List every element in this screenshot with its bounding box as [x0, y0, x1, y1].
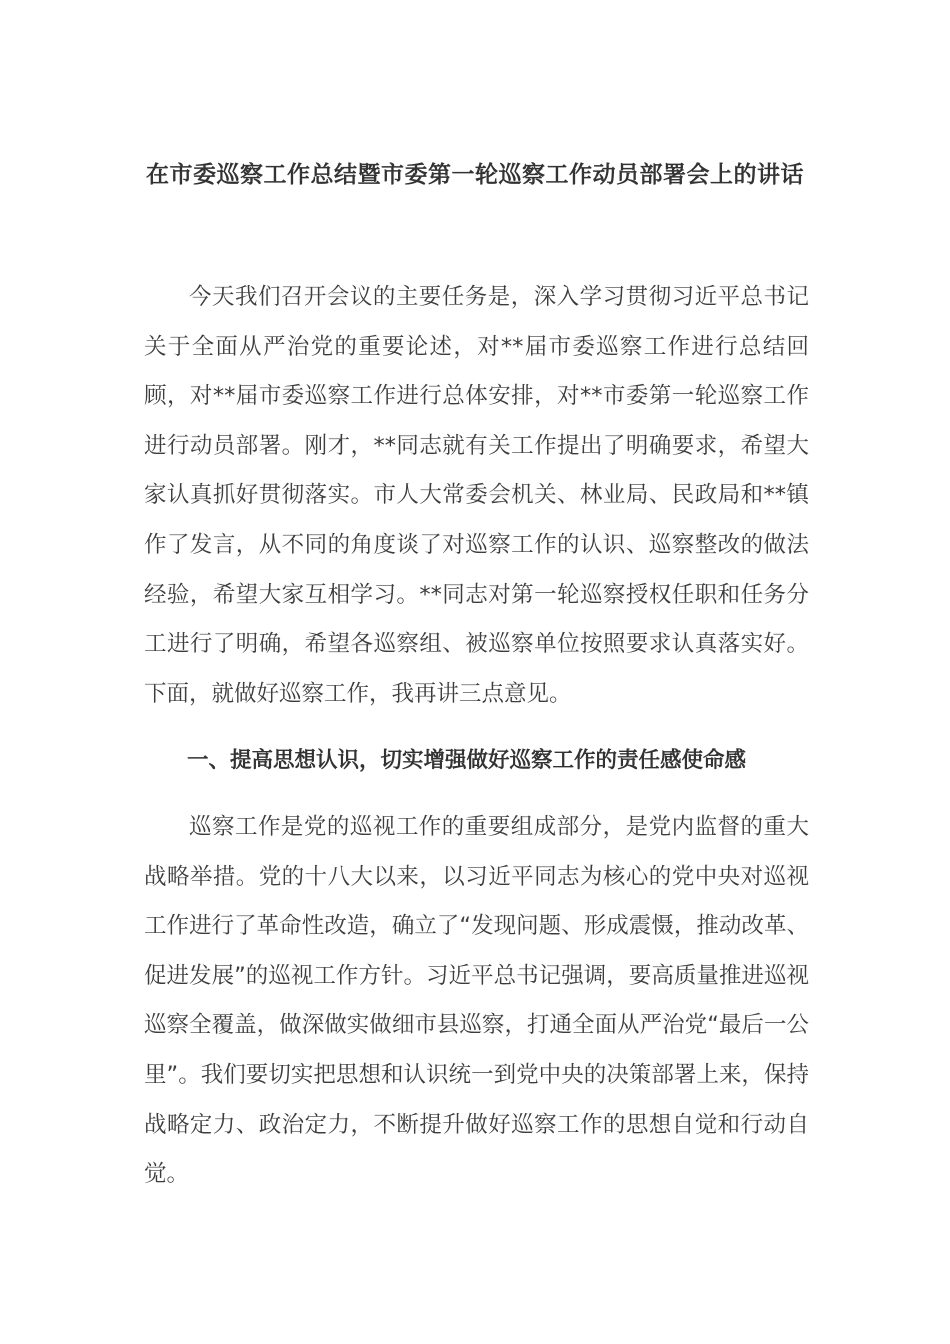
- document-title: 在市委巡察工作总结暨市委第一轮巡察工作动员部署会上的讲话: [146, 162, 804, 188]
- document-body: [144, 273, 809, 1200]
- body-paragraph-1: 今天我们召开会议的主要任务是，深入学习贯彻习近平总书记关于全面从严治党的重要论述，对**届市委巡察工作进行总结回顾，对**届市委巡察工作进行总体安排，对**市委第一轮巡察工作进行动员部署。刚才，**同志就有关工作提出了明确要求，希望大家认真抓好贯彻落实。市人大常委会机关、林业局、民政局和**镇作了发言，从不同的角度谈了对巡察工作的认识、巡察整改的做法经验，希望大家互相学习。**同志对第一轮巡察授权任职和任务分工进行了明确，希望各巡察组、被巡察单位按照要求认真落实好。下面，就做好巡察工作，我再讲三点意见。: [144, 284, 809, 707]
- body-paragraph-2: 巡察工作是党的巡视工作的重要组成部分，是党内监督的重大战略举措。党的十八大以来，以习近平同志为核心的党中央对巡视工作进行了革命性改造，确立了“发现问题、形成震慑，推动改革、促进发展”的巡视工作方针。习近平总书记强调，要高质量推进巡视巡察全覆盖，做深做实做细市县巡察，打通全面从严治党“最后一公里”。我们要切实把思想和认识统一到党中央的决策部署上来，保持战略定力、政治定力，不断提升做好巡察工作的思想自觉和行动自觉。: [144, 813, 809, 1188]
- section-heading-1: 一、提高思想认识，切实增强做好巡察工作的责任感使命感: [187, 748, 747, 774]
